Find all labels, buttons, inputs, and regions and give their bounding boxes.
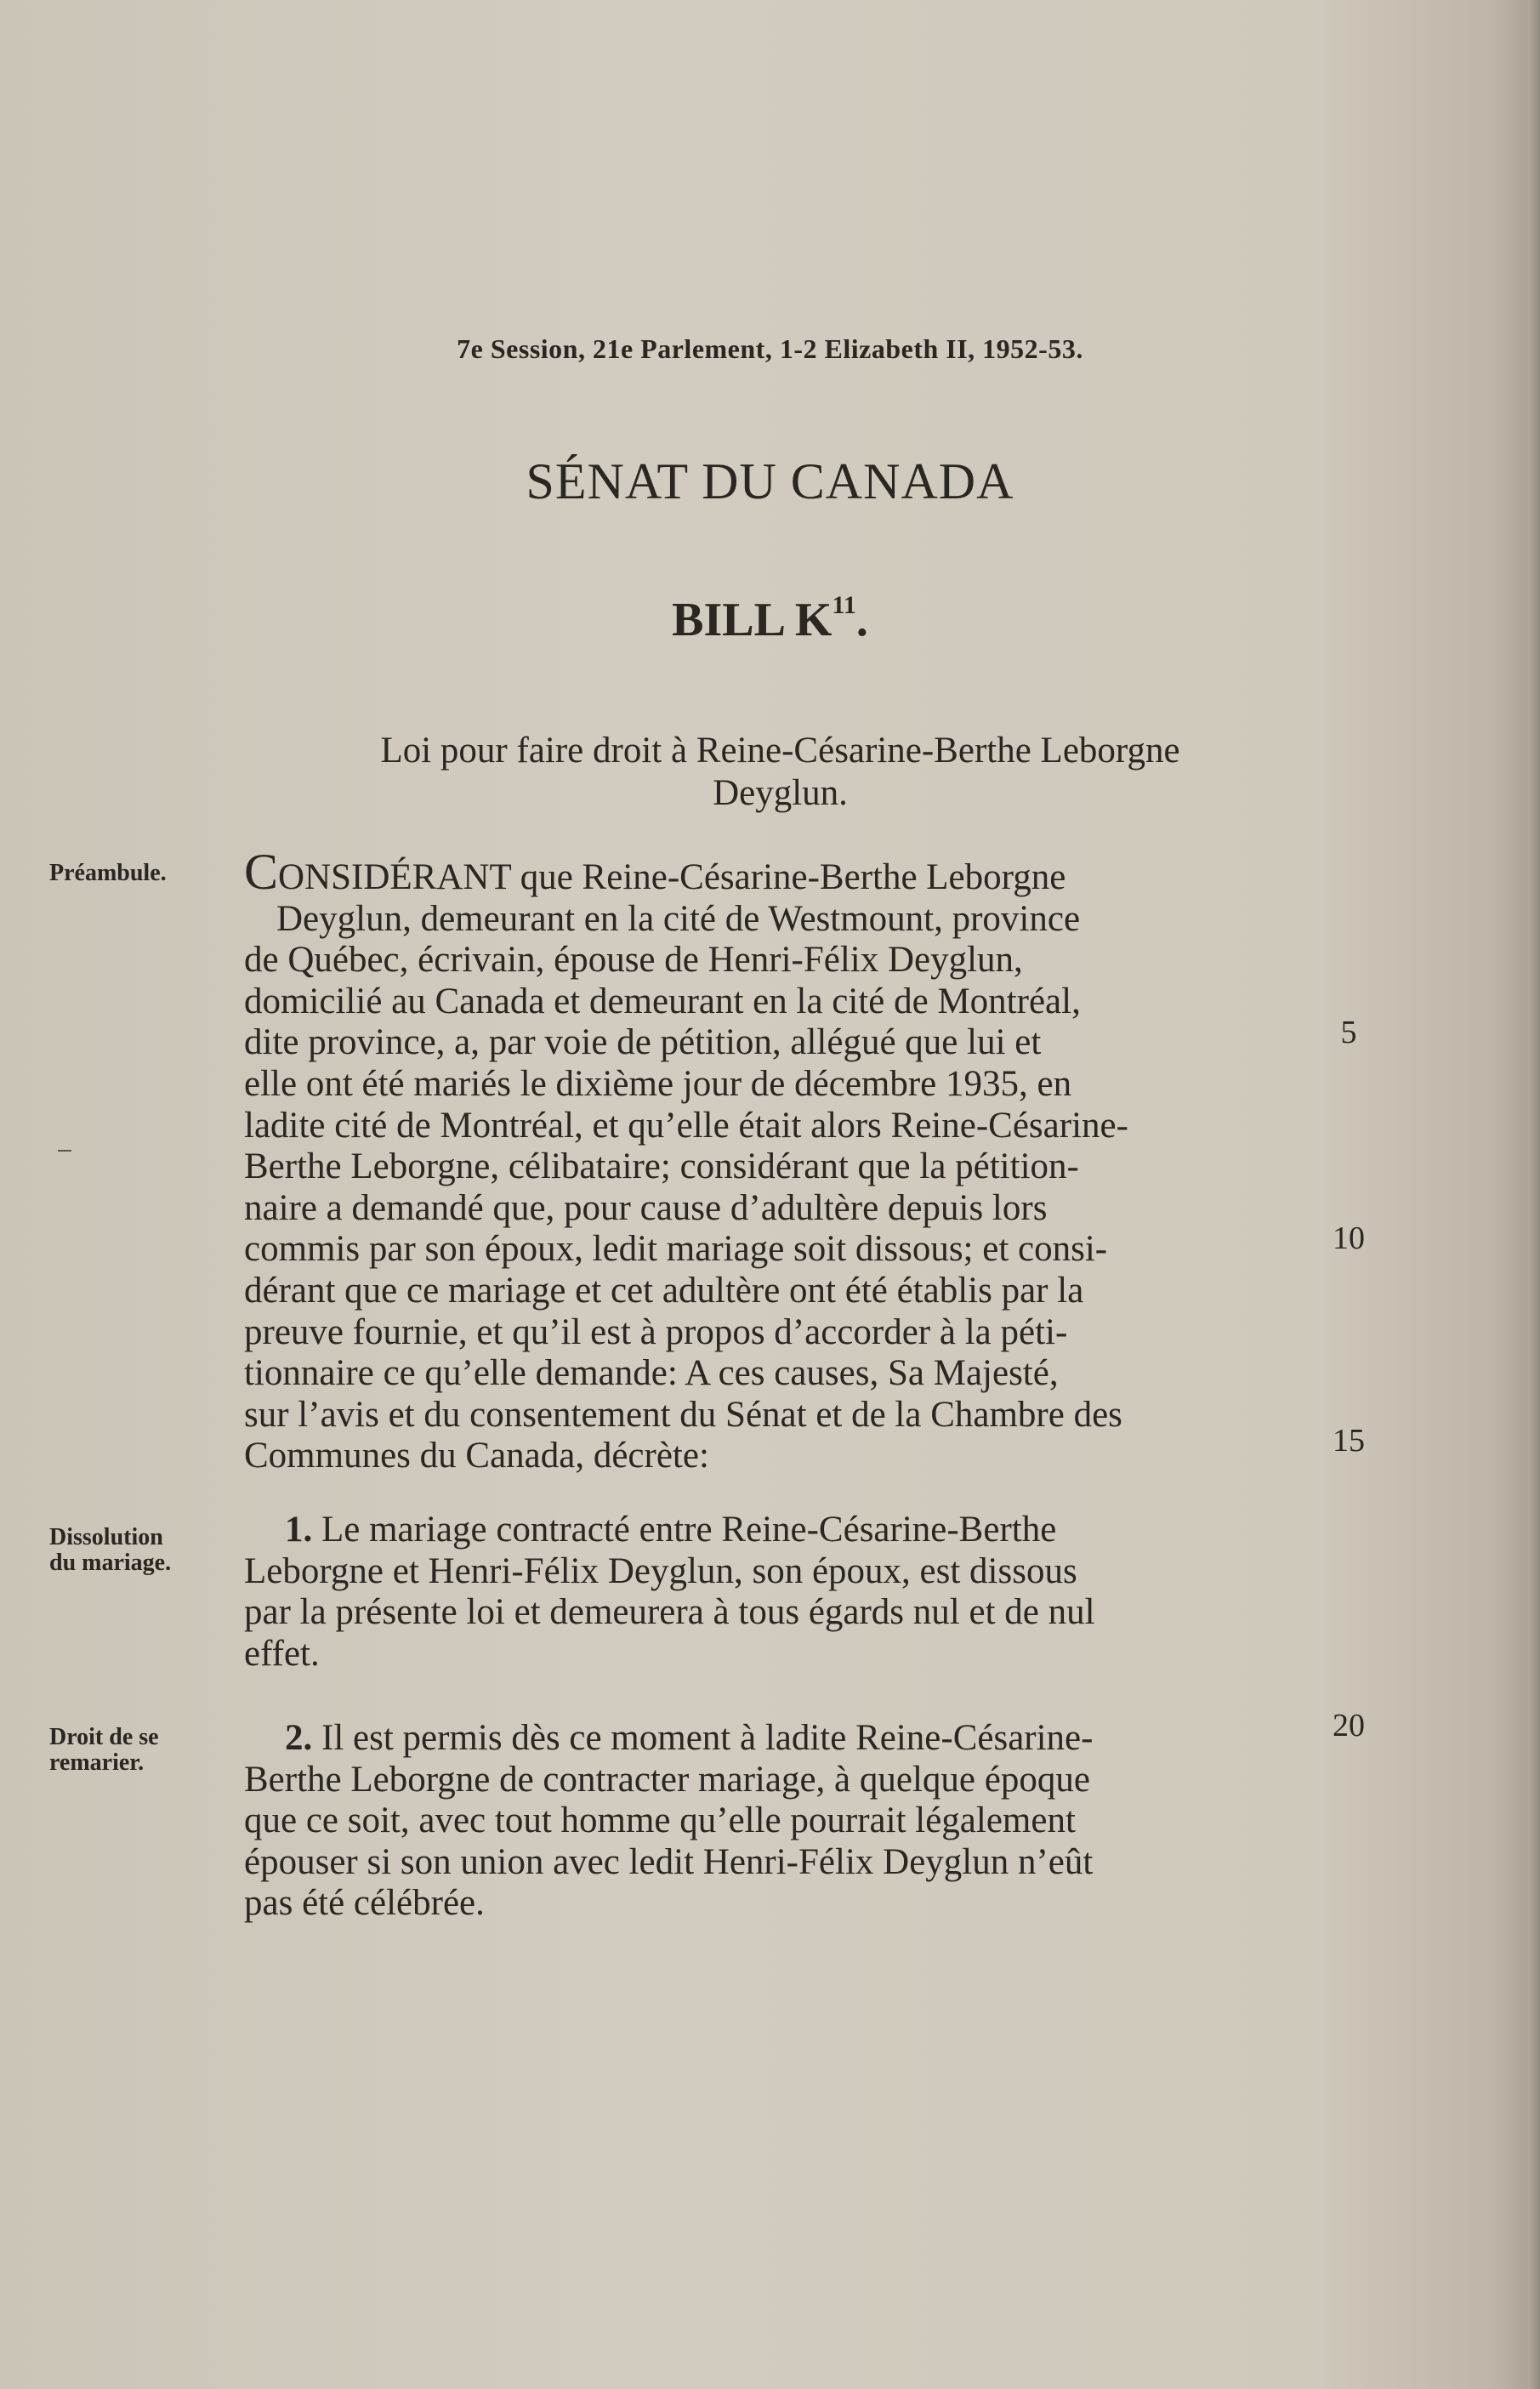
section-line: que ce soit, avec tout homme qu’elle pourrait légalement: [244, 1800, 1076, 1841]
section-line: épouser si son union avec ledit Henri-Félix Deyglun n’eût: [244, 1841, 1094, 1882]
preamble-line: de Québec, écrivain, épouse de Henri-Félix Deyglun,: [244, 940, 1023, 981]
line-number: 15: [1333, 1423, 1365, 1459]
section-line: par la présente loi et demeurera à tous égards nul et de nul: [244, 1592, 1095, 1633]
section-line: Leborgne et Henri-Félix Deyglun, son époux, est dissous: [244, 1550, 1077, 1591]
margin-dash-mark: [58, 1150, 71, 1152]
margin-note-line: du mariage.: [49, 1550, 172, 1576]
line-number: 20: [1333, 1708, 1365, 1743]
dropcap: C: [244, 844, 279, 900]
line-number: 5: [1340, 1015, 1357, 1050]
margin-note-remarry: [49, 1725, 219, 1776]
margin-note-dissolution: [49, 1525, 219, 1576]
section-line: [244, 1510, 1317, 1551]
section-line: pas été célébrée.: [244, 1883, 485, 1924]
section-number: 2.: [285, 1718, 313, 1758]
section-line: Berthe Leborgne de contracter mariage, à quelque époque: [244, 1759, 1090, 1800]
preamble-line: Deyglun, demeurant en la cité de Westmount, province: [276, 898, 1081, 939]
preamble-line: tionnaire ce qu’elle demande: A ces causes, Sa Majesté,: [244, 1353, 1059, 1394]
section-line: [244, 1718, 1317, 1760]
bill-title: [0, 591, 1540, 647]
preamble-line: Communes du Canada, décrète:: [244, 1436, 709, 1476]
bill-period: .: [855, 594, 868, 646]
preamble-line: naire a demandé que, pour cause d’adultère depuis lors: [244, 1187, 1048, 1228]
session-heading: 7e Session, 21e Parlement, 1-2 Elizabeth II, 1952-53.: [457, 333, 1083, 364]
preamble-first-line: ONSIDÉRANT que Reine-Césarine-Berthe Leborgne: [278, 857, 1066, 897]
preamble-line: ladite cité de Montréal, et qu’elle était alors Reine-Césarine-: [244, 1105, 1128, 1146]
bill-superscript: 11: [832, 591, 856, 619]
section-line: effet.: [244, 1633, 320, 1674]
line-number: 10: [1333, 1220, 1365, 1256]
chamber-title: SÉNAT DU CANADA: [526, 453, 1014, 509]
section-first-line: Le mariage contracté entre Reine-Césarine-Berthe: [321, 1510, 1057, 1550]
preamble-line: domicilié au Canada et demeurant en la cité de Montréal,: [244, 981, 1081, 1021]
bill-label: BILL K: [672, 594, 833, 646]
preamble-line: dérant que ce mariage et cet adultère ont été établis par la: [244, 1270, 1084, 1311]
section-1-paragraph: [244, 1510, 1317, 1675]
subtitle-line: Deyglun.: [713, 773, 848, 813]
preamble-line: sur l’avis et du consentement du Sénat et de la Chambre des: [244, 1394, 1122, 1435]
preamble-paragraph: [244, 844, 1317, 1477]
margin-note-line: remarier.: [49, 1749, 145, 1776]
margin-note-line: Dissolution: [49, 1524, 163, 1550]
section-2-paragraph: [244, 1718, 1317, 1925]
margin-note-line: Droit de se: [49, 1724, 159, 1750]
preamble-line: dite province, a, par voie de pétition, allégué que lui et: [244, 1022, 1042, 1063]
preamble-line: elle ont été mariés le dixième jour de décembre 1935, en: [244, 1063, 1072, 1104]
bill-subtitle: [242, 730, 1318, 815]
margin-note-preamble: Préambule.: [49, 860, 167, 886]
preamble-line: commis par son époux, ledit mariage soit dissous; et consi-: [244, 1229, 1108, 1270]
section-number: 1.: [285, 1510, 313, 1550]
preamble-line: [244, 844, 1317, 900]
section-first-line: Il est permis dès ce moment à ladite Reine-Césarine-: [321, 1718, 1094, 1758]
preamble-line: preuve fournie, et qu’il est à propos d’accorder à la péti-: [244, 1311, 1068, 1352]
subtitle-line: Loi pour faire droit à Reine-Césarine-Berthe Leborgne: [380, 731, 1180, 771]
preamble-line: Berthe Leborgne, célibataire; considérant que la pétition-: [244, 1146, 1079, 1187]
